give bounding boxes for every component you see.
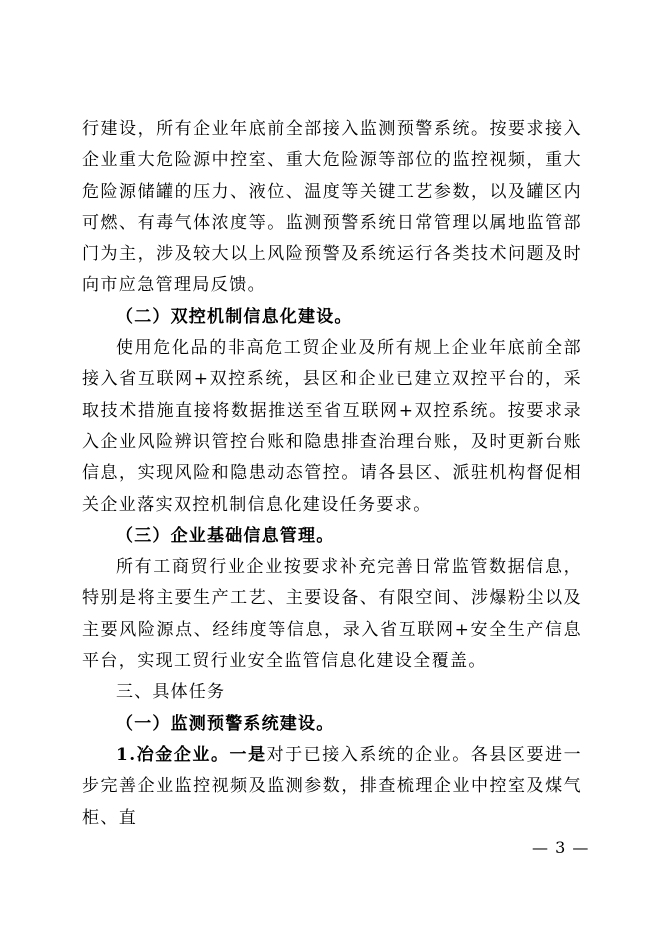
heading-monitoring-system: （一）监测预警系统建设。 (116, 713, 335, 734)
heading-basic-info: （三）企业基础信息管理。 (116, 525, 335, 546)
paragraph-metallurgy-lead: 1.冶金企业。一是 (116, 744, 267, 765)
document-body (82, 114, 582, 834)
heading-dual-control: （二）双控机制信息化建设。 (116, 306, 353, 327)
paragraph-metallurgy-text: 对于已接入系统的企业。各县区要进一步完善企业监控视频及监测参数，排查梳理企业中控室及煤气柜、直 (82, 744, 582, 828)
paragraph-monitoring-continued: 行建设，所有企业年底前全部接入监测预警系统。按要求接入企业重大危险源中控室、重大危险源等部位的监控视频，重大危险源储罐的压力、液位、温度等关键工艺参数，以及罐区内可燃、有毒气体浓度等。监测预警系统日常管理以属地监管部门为主，涉及较大以上风险预警及系统运行各类技术问题及时向市应急管理局反馈。 (82, 119, 582, 296)
section-heading-tasks: 三、具体任务 (116, 682, 226, 703)
page-number: — 3 — (532, 838, 590, 857)
paragraph-metallurgy (82, 740, 582, 834)
paragraph-basic-info: 所有工商贸行业企业按要求补充完善日常监管数据信息，特别是将主要生产工艺、主要设备、有限空间、涉爆粉尘以及主要风险源点、经纬度等信息，录入省互联网+安全生产信息平台，实现工贸行业安全监管信息化建设全覆盖。 (82, 557, 582, 672)
paragraph-dual-control: 使用危化品的非高危工贸企业及所有规上企业年底前全部接入省互联网+双控系统，县区和企业已建立双控平台的，采取技术措施直接将数据推送至省互联网+双控系统。按要求录入企业风险辨识管控台账和隐患排查治理台账，及时更新台账信息，实现风险和隐患动态管控。请各县区、派驻机构督促相关企业落实双控机制信息化建设任务要求。 (82, 338, 582, 515)
